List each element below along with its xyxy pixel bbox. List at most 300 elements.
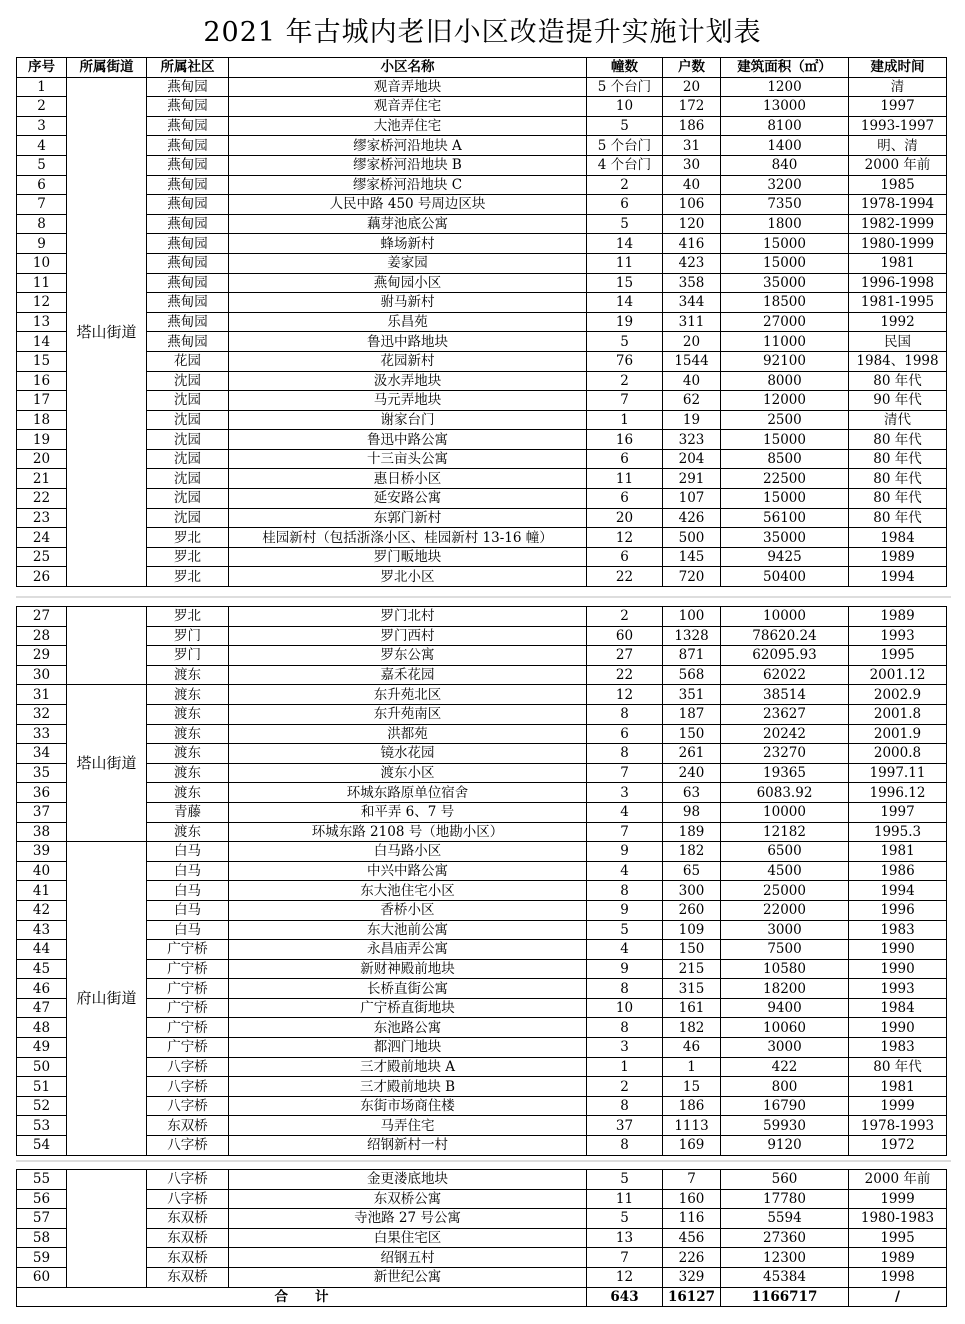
community-cell: 东双桥 bbox=[147, 1116, 229, 1136]
year-cell: 1999 bbox=[849, 1189, 947, 1209]
page-break-divider bbox=[16, 1160, 951, 1162]
community-cell: 燕甸园 bbox=[147, 195, 229, 215]
households-cell: 1 bbox=[663, 1057, 721, 1077]
year-cell: 1997 bbox=[849, 97, 947, 117]
households-cell: 186 bbox=[663, 1096, 721, 1116]
row-number: 35 bbox=[17, 763, 67, 783]
community-cell: 沈园 bbox=[147, 410, 229, 430]
community-cell: 广宁桥 bbox=[147, 959, 229, 979]
row-number: 34 bbox=[17, 744, 67, 764]
households-cell: 358 bbox=[663, 273, 721, 293]
year-cell: 80 年代 bbox=[849, 469, 947, 489]
row-number: 11 bbox=[17, 273, 67, 293]
buildings-cell: 22 bbox=[587, 567, 663, 587]
estate-name-cell: 洪都苑 bbox=[229, 724, 587, 744]
estate-name-cell: 东郭门新村 bbox=[229, 508, 587, 528]
buildings-cell: 15 bbox=[587, 273, 663, 293]
area-cell: 15000 bbox=[721, 430, 849, 450]
area-cell: 62095.93 bbox=[721, 646, 849, 666]
year-cell: 1999 bbox=[849, 1096, 947, 1116]
buildings-cell: 2 bbox=[587, 175, 663, 195]
buildings-cell: 37 bbox=[587, 1116, 663, 1136]
estate-name-cell: 环城东路原单位宿舍 bbox=[229, 783, 587, 803]
community-cell: 白马 bbox=[147, 842, 229, 862]
households-cell: 226 bbox=[663, 1248, 721, 1268]
estate-name-cell: 十三亩头公寓 bbox=[229, 449, 587, 469]
households-cell: 40 bbox=[663, 175, 721, 195]
households-cell: 116 bbox=[663, 1209, 721, 1229]
households-cell: 1544 bbox=[663, 351, 721, 371]
row-number: 14 bbox=[17, 332, 67, 352]
row-number: 1 bbox=[17, 77, 67, 97]
community-cell: 东双桥 bbox=[147, 1248, 229, 1268]
row-number: 55 bbox=[17, 1170, 67, 1190]
area-cell: 78620.24 bbox=[721, 626, 849, 646]
table-row bbox=[17, 136, 947, 156]
area-cell: 1400 bbox=[721, 136, 849, 156]
area-cell: 8500 bbox=[721, 449, 849, 469]
area-cell: 59930 bbox=[721, 1116, 849, 1136]
households-cell: 261 bbox=[663, 744, 721, 764]
row-number: 3 bbox=[17, 116, 67, 136]
buildings-cell: 19 bbox=[587, 312, 663, 332]
buildings-cell: 14 bbox=[587, 293, 663, 313]
year-cell: 1993-1997 bbox=[849, 116, 947, 136]
table-row bbox=[17, 371, 947, 391]
area-cell: 9425 bbox=[721, 547, 849, 567]
households-cell: 215 bbox=[663, 959, 721, 979]
community-cell: 燕甸园 bbox=[147, 332, 229, 352]
table-row bbox=[17, 1248, 947, 1268]
estate-name-cell: 东池路公寓 bbox=[229, 1018, 587, 1038]
area-cell: 9120 bbox=[721, 1136, 849, 1156]
estate-name-cell: 环城东路 2108 号（地勘小区） bbox=[229, 822, 587, 842]
table-row bbox=[17, 1096, 947, 1116]
buildings-cell: 8 bbox=[587, 1018, 663, 1038]
buildings-cell: 7 bbox=[587, 391, 663, 411]
households-cell: 871 bbox=[663, 646, 721, 666]
year-cell: 1981 bbox=[849, 842, 947, 862]
estate-name-cell: 新财神殿前地块 bbox=[229, 959, 587, 979]
community-cell: 东双桥 bbox=[147, 1228, 229, 1248]
area-cell: 840 bbox=[721, 155, 849, 175]
households-cell: 300 bbox=[663, 881, 721, 901]
community-cell: 燕甸园 bbox=[147, 77, 229, 97]
buildings-cell: 3 bbox=[587, 1038, 663, 1058]
households-cell: 1113 bbox=[663, 1116, 721, 1136]
plan-table-part-2 bbox=[16, 606, 947, 1156]
area-cell: 2500 bbox=[721, 410, 849, 430]
table-row bbox=[17, 744, 947, 764]
buildings-cell: 2 bbox=[587, 371, 663, 391]
area-cell: 22500 bbox=[721, 469, 849, 489]
community-cell: 渡东 bbox=[147, 822, 229, 842]
estate-name-cell: 大池弄住宅 bbox=[229, 116, 587, 136]
buildings-cell: 4 bbox=[587, 802, 663, 822]
buildings-cell: 8 bbox=[587, 1096, 663, 1116]
community-cell: 沈园 bbox=[147, 489, 229, 509]
community-cell: 燕甸园 bbox=[147, 234, 229, 254]
estate-name-cell: 缪家桥河沿地块 B bbox=[229, 155, 587, 175]
area-cell: 22000 bbox=[721, 900, 849, 920]
estate-name-cell: 镜水花园 bbox=[229, 744, 587, 764]
households-cell: 120 bbox=[663, 214, 721, 234]
estate-name-cell: 和平弄 6、7 号 bbox=[229, 802, 587, 822]
area-cell: 422 bbox=[721, 1057, 849, 1077]
estate-name-cell: 罗北小区 bbox=[229, 567, 587, 587]
total-buildings: 643 bbox=[587, 1287, 663, 1307]
table-row bbox=[17, 77, 947, 97]
table-row bbox=[17, 410, 947, 430]
row-number: 52 bbox=[17, 1096, 67, 1116]
buildings-cell: 7 bbox=[587, 763, 663, 783]
community-cell: 沈园 bbox=[147, 449, 229, 469]
table-row bbox=[17, 547, 947, 567]
table-row bbox=[17, 1038, 947, 1058]
table-row bbox=[17, 567, 947, 587]
households-cell: 7 bbox=[663, 1170, 721, 1190]
year-cell: 80 年代 bbox=[849, 489, 947, 509]
street-cell bbox=[67, 607, 147, 685]
year-cell: 1984 bbox=[849, 528, 947, 548]
area-cell: 8100 bbox=[721, 116, 849, 136]
year-cell: 80 年代 bbox=[849, 430, 947, 450]
row-number: 56 bbox=[17, 1189, 67, 1209]
buildings-cell: 5 bbox=[587, 1209, 663, 1229]
community-cell: 东双桥 bbox=[147, 1267, 229, 1287]
table-row bbox=[17, 312, 947, 332]
households-cell: 187 bbox=[663, 704, 721, 724]
year-cell: 1997.11 bbox=[849, 763, 947, 783]
row-number: 47 bbox=[17, 998, 67, 1018]
community-cell: 罗北 bbox=[147, 567, 229, 587]
year-cell: 80 年代 bbox=[849, 1057, 947, 1077]
area-cell: 20242 bbox=[721, 724, 849, 744]
row-number: 19 bbox=[17, 430, 67, 450]
year-cell: 1978-1994 bbox=[849, 195, 947, 215]
households-cell: 344 bbox=[663, 293, 721, 313]
table-row bbox=[17, 802, 947, 822]
estate-name-cell: 东升苑南区 bbox=[229, 704, 587, 724]
community-cell: 燕甸园 bbox=[147, 97, 229, 117]
table-row bbox=[17, 391, 947, 411]
area-cell: 12182 bbox=[721, 822, 849, 842]
area-cell: 15000 bbox=[721, 253, 849, 273]
estate-name-cell: 马弄住宅 bbox=[229, 1116, 587, 1136]
area-cell: 7500 bbox=[721, 940, 849, 960]
estate-name-cell: 新世纪公寓 bbox=[229, 1267, 587, 1287]
estate-name-cell: 香桥小区 bbox=[229, 900, 587, 920]
buildings-cell: 9 bbox=[587, 842, 663, 862]
estate-name-cell: 三才殿前地块 B bbox=[229, 1077, 587, 1097]
year-cell: 2001.12 bbox=[849, 665, 947, 685]
row-number: 22 bbox=[17, 489, 67, 509]
estate-name-cell: 三才殿前地块 A bbox=[229, 1057, 587, 1077]
community-cell: 沈园 bbox=[147, 371, 229, 391]
column-header: 所属街道 bbox=[67, 58, 147, 78]
year-cell: 80 年代 bbox=[849, 371, 947, 391]
buildings-cell: 2 bbox=[587, 1077, 663, 1097]
area-cell: 9400 bbox=[721, 998, 849, 1018]
buildings-cell: 11 bbox=[587, 253, 663, 273]
year-cell: 1985 bbox=[849, 175, 947, 195]
community-cell: 八字桥 bbox=[147, 1057, 229, 1077]
estate-name-cell: 缪家桥河沿地块 C bbox=[229, 175, 587, 195]
estate-name-cell: 东升苑北区 bbox=[229, 685, 587, 705]
row-number: 23 bbox=[17, 508, 67, 528]
estate-name-cell: 白果住宅区 bbox=[229, 1228, 587, 1248]
households-cell: 20 bbox=[663, 77, 721, 97]
year-cell: 2001.8 bbox=[849, 704, 947, 724]
row-number: 49 bbox=[17, 1038, 67, 1058]
table-row bbox=[17, 959, 947, 979]
estate-name-cell: 都泗门地块 bbox=[229, 1038, 587, 1058]
table-row bbox=[17, 214, 947, 234]
year-cell: 1992 bbox=[849, 312, 947, 332]
area-cell: 10060 bbox=[721, 1018, 849, 1038]
row-number: 58 bbox=[17, 1228, 67, 1248]
total-year: / bbox=[849, 1287, 947, 1307]
table-row bbox=[17, 1136, 947, 1156]
row-number: 57 bbox=[17, 1209, 67, 1229]
estate-name-cell: 绍钢新村一村 bbox=[229, 1136, 587, 1156]
table-row bbox=[17, 998, 947, 1018]
buildings-cell: 5 个台门 bbox=[587, 77, 663, 97]
row-number: 25 bbox=[17, 547, 67, 567]
estate-name-cell: 观音弄地块 bbox=[229, 77, 587, 97]
buildings-cell: 2 bbox=[587, 607, 663, 627]
area-cell: 50400 bbox=[721, 567, 849, 587]
households-cell: 15 bbox=[663, 1077, 721, 1097]
estate-name-cell: 惠日桥小区 bbox=[229, 469, 587, 489]
households-cell: 291 bbox=[663, 469, 721, 489]
row-number: 17 bbox=[17, 391, 67, 411]
area-cell: 16790 bbox=[721, 1096, 849, 1116]
households-cell: 30 bbox=[663, 155, 721, 175]
table-row bbox=[17, 273, 947, 293]
households-cell: 31 bbox=[663, 136, 721, 156]
row-number: 32 bbox=[17, 704, 67, 724]
estate-name-cell: 罗东公寓 bbox=[229, 646, 587, 666]
total-row bbox=[17, 1287, 947, 1307]
households-cell: 720 bbox=[663, 567, 721, 587]
row-number: 54 bbox=[17, 1136, 67, 1156]
area-cell: 27000 bbox=[721, 312, 849, 332]
year-cell: 2000 年前 bbox=[849, 1170, 947, 1190]
table-row bbox=[17, 979, 947, 999]
households-cell: 426 bbox=[663, 508, 721, 528]
year-cell: 2001.9 bbox=[849, 724, 947, 744]
table-row bbox=[17, 1077, 947, 1097]
area-cell: 12000 bbox=[721, 391, 849, 411]
area-cell: 17780 bbox=[721, 1189, 849, 1209]
households-cell: 329 bbox=[663, 1267, 721, 1287]
community-cell: 广宁桥 bbox=[147, 998, 229, 1018]
community-cell: 广宁桥 bbox=[147, 1038, 229, 1058]
row-number: 8 bbox=[17, 214, 67, 234]
row-number: 9 bbox=[17, 234, 67, 254]
estate-name-cell: 广宁桥直街地块 bbox=[229, 998, 587, 1018]
table-row bbox=[17, 665, 947, 685]
area-cell: 15000 bbox=[721, 489, 849, 509]
households-cell: 172 bbox=[663, 97, 721, 117]
estate-name-cell: 延安路公寓 bbox=[229, 489, 587, 509]
community-cell: 渡东 bbox=[147, 724, 229, 744]
year-cell: 1998 bbox=[849, 1267, 947, 1287]
year-cell: 1989 bbox=[849, 607, 947, 627]
estate-name-cell: 绍钢五村 bbox=[229, 1248, 587, 1268]
column-header: 建筑面积（㎡） bbox=[721, 58, 849, 78]
community-cell: 燕甸园 bbox=[147, 136, 229, 156]
community-cell: 沈园 bbox=[147, 391, 229, 411]
year-cell: 1995 bbox=[849, 1228, 947, 1248]
buildings-cell: 8 bbox=[587, 979, 663, 999]
buildings-cell: 11 bbox=[587, 469, 663, 489]
area-cell: 92100 bbox=[721, 351, 849, 371]
row-number: 4 bbox=[17, 136, 67, 156]
table-row bbox=[17, 253, 947, 273]
year-cell: 1994 bbox=[849, 881, 947, 901]
table-row bbox=[17, 783, 947, 803]
row-number: 5 bbox=[17, 155, 67, 175]
households-cell: 568 bbox=[663, 665, 721, 685]
buildings-cell: 5 bbox=[587, 920, 663, 940]
table-row bbox=[17, 97, 947, 117]
year-cell: 1989 bbox=[849, 1248, 947, 1268]
households-cell: 106 bbox=[663, 195, 721, 215]
year-cell: 80 年代 bbox=[849, 508, 947, 528]
table-row bbox=[17, 626, 947, 646]
row-number: 41 bbox=[17, 881, 67, 901]
row-number: 26 bbox=[17, 567, 67, 587]
row-number: 36 bbox=[17, 783, 67, 803]
area-cell: 15000 bbox=[721, 234, 849, 254]
plan-table-part-1 bbox=[16, 57, 947, 587]
estate-name-cell: 嘉禾花园 bbox=[229, 665, 587, 685]
buildings-cell: 6 bbox=[587, 449, 663, 469]
row-number: 2 bbox=[17, 97, 67, 117]
community-cell: 白马 bbox=[147, 861, 229, 881]
table-row bbox=[17, 861, 947, 881]
area-cell: 8000 bbox=[721, 371, 849, 391]
area-cell: 3000 bbox=[721, 920, 849, 940]
buildings-cell: 76 bbox=[587, 351, 663, 371]
area-cell: 3200 bbox=[721, 175, 849, 195]
community-cell: 燕甸园 bbox=[147, 273, 229, 293]
community-cell: 八字桥 bbox=[147, 1096, 229, 1116]
buildings-cell: 16 bbox=[587, 430, 663, 450]
row-number: 40 bbox=[17, 861, 67, 881]
year-cell: 1982-1999 bbox=[849, 214, 947, 234]
households-cell: 323 bbox=[663, 430, 721, 450]
table-row bbox=[17, 822, 947, 842]
year-cell: 1996 bbox=[849, 900, 947, 920]
year-cell: 2002.9 bbox=[849, 685, 947, 705]
community-cell: 罗北 bbox=[147, 547, 229, 567]
year-cell: 1993 bbox=[849, 626, 947, 646]
area-cell: 27360 bbox=[721, 1228, 849, 1248]
community-cell: 燕甸园 bbox=[147, 175, 229, 195]
table-row bbox=[17, 528, 947, 548]
table-row bbox=[17, 1228, 947, 1248]
community-cell: 广宁桥 bbox=[147, 940, 229, 960]
estate-name-cell: 缪家桥河沿地块 A bbox=[229, 136, 587, 156]
table-row bbox=[17, 724, 947, 744]
area-cell: 25000 bbox=[721, 881, 849, 901]
row-number: 6 bbox=[17, 175, 67, 195]
year-cell: 1990 bbox=[849, 940, 947, 960]
year-cell: 1983 bbox=[849, 920, 947, 940]
estate-name-cell: 长桥直街公寓 bbox=[229, 979, 587, 999]
households-cell: 204 bbox=[663, 449, 721, 469]
table-row bbox=[17, 1209, 947, 1229]
table-row bbox=[17, 704, 947, 724]
year-cell: 1996-1998 bbox=[849, 273, 947, 293]
area-cell: 800 bbox=[721, 1077, 849, 1097]
estate-name-cell: 鲁迅中路公寓 bbox=[229, 430, 587, 450]
buildings-cell: 60 bbox=[587, 626, 663, 646]
estate-name-cell: 姜家园 bbox=[229, 253, 587, 273]
row-number: 31 bbox=[17, 685, 67, 705]
area-cell: 11000 bbox=[721, 332, 849, 352]
row-number: 29 bbox=[17, 646, 67, 666]
row-number: 43 bbox=[17, 920, 67, 940]
year-cell: 1993 bbox=[849, 979, 947, 999]
table-row bbox=[17, 351, 947, 371]
table-header-row bbox=[17, 58, 947, 78]
households-cell: 161 bbox=[663, 998, 721, 1018]
year-cell: 1983 bbox=[849, 1038, 947, 1058]
estate-name-cell: 驸马新村 bbox=[229, 293, 587, 313]
buildings-cell: 13 bbox=[587, 1228, 663, 1248]
community-cell: 白马 bbox=[147, 900, 229, 920]
total-households: 16127 bbox=[663, 1287, 721, 1307]
row-number: 30 bbox=[17, 665, 67, 685]
estate-name-cell: 寺池路 27 号公寓 bbox=[229, 1209, 587, 1229]
estate-name-cell: 燕甸园小区 bbox=[229, 273, 587, 293]
estate-name-cell: 马元弄地块 bbox=[229, 391, 587, 411]
estate-name-cell: 罗门北村 bbox=[229, 607, 587, 627]
community-cell: 燕甸园 bbox=[147, 253, 229, 273]
community-cell: 罗北 bbox=[147, 607, 229, 627]
year-cell: 90 年代 bbox=[849, 391, 947, 411]
area-cell: 4500 bbox=[721, 861, 849, 881]
row-number: 28 bbox=[17, 626, 67, 646]
area-cell: 12300 bbox=[721, 1248, 849, 1268]
area-cell: 19365 bbox=[721, 763, 849, 783]
households-cell: 189 bbox=[663, 822, 721, 842]
street-cell: 塔山街道 bbox=[67, 685, 147, 842]
table-row bbox=[17, 1057, 947, 1077]
table-row bbox=[17, 430, 947, 450]
buildings-cell: 12 bbox=[587, 685, 663, 705]
households-cell: 416 bbox=[663, 234, 721, 254]
table-row bbox=[17, 1018, 947, 1038]
buildings-cell: 8 bbox=[587, 704, 663, 724]
table-row bbox=[17, 1116, 947, 1136]
households-cell: 62 bbox=[663, 391, 721, 411]
community-cell: 燕甸园 bbox=[147, 214, 229, 234]
estate-name-cell: 永昌庙弄公寓 bbox=[229, 940, 587, 960]
community-cell: 白马 bbox=[147, 881, 229, 901]
year-cell: 1980-1999 bbox=[849, 234, 947, 254]
buildings-cell: 8 bbox=[587, 1136, 663, 1156]
estate-name-cell: 罗门畈地块 bbox=[229, 547, 587, 567]
community-cell: 东双桥 bbox=[147, 1209, 229, 1229]
area-cell: 6500 bbox=[721, 842, 849, 862]
buildings-cell: 9 bbox=[587, 959, 663, 979]
buildings-cell: 14 bbox=[587, 234, 663, 254]
